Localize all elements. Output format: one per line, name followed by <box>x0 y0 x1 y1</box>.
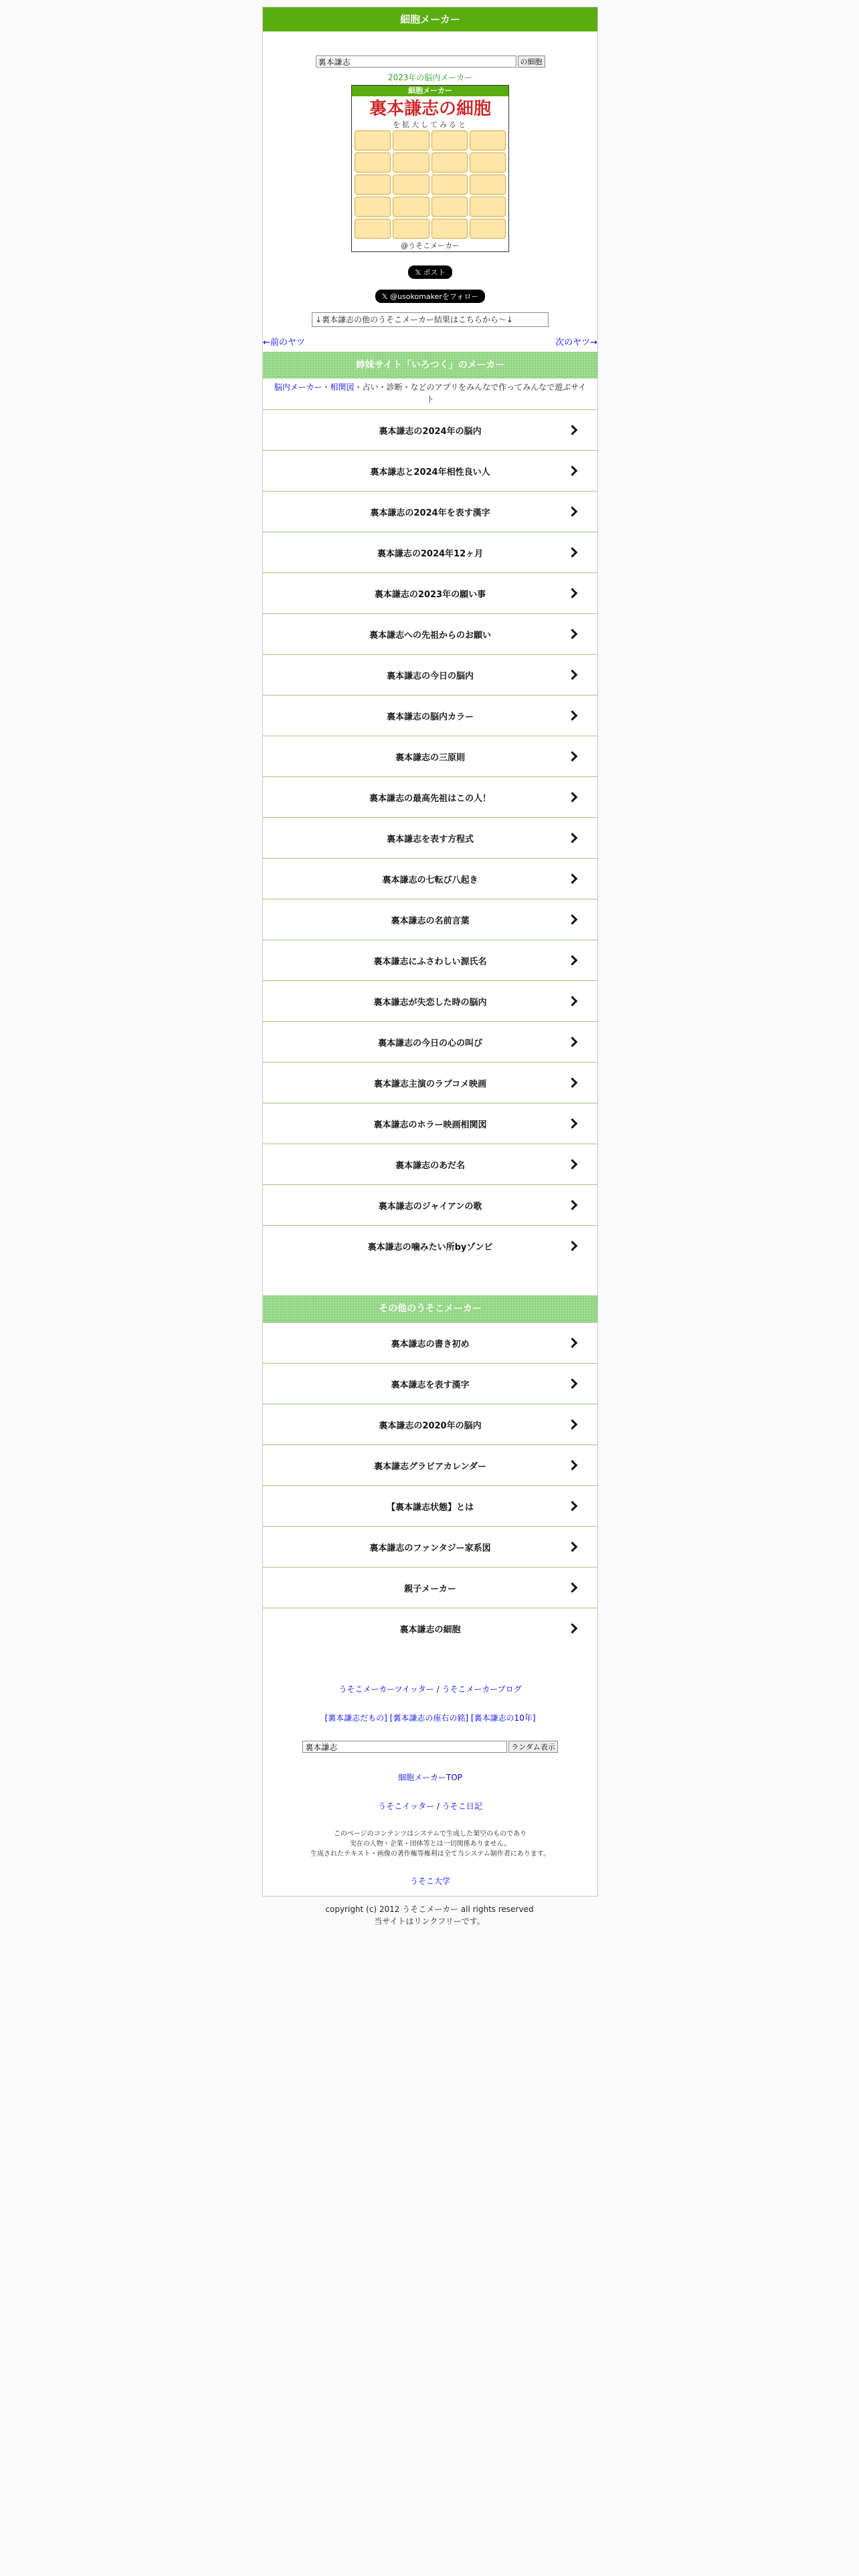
cell-tile <box>432 219 468 239</box>
disclaimer-line: 生成されたテキスト・画像の著作権等権利は全て当システム制作者にあります。 <box>310 1850 550 1858</box>
chevron-right-icon <box>567 1419 578 1430</box>
name-input[interactable] <box>316 56 516 68</box>
maker-list-item[interactable] <box>263 410 597 451</box>
maker-list-item[interactable] <box>263 1226 597 1266</box>
maker-list-item[interactable] <box>263 777 597 818</box>
chevron-right-icon <box>567 873 578 884</box>
maker-list-item[interactable] <box>263 981 597 1022</box>
chevron-right-icon <box>567 629 578 639</box>
chevron-right-icon <box>567 792 578 802</box>
maker-item-label: 裏本謙志の今日の心の叫び <box>377 1038 482 1049</box>
cell-tile <box>393 175 429 195</box>
chevron-right-icon <box>567 547 578 558</box>
usoko-diary-link[interactable]: うそこ日記 <box>442 1802 482 1811</box>
maker-item-label: 裏本謙志が失恋した時の脳内 <box>373 997 487 1008</box>
cell-tile <box>393 219 429 239</box>
chevron-right-icon <box>567 1118 578 1129</box>
maker-item-label: 裏本謙志を表す漢字 <box>391 1380 470 1390</box>
maker-item-label: 裏本謙志と2024年相性良い人 <box>370 467 490 477</box>
cell-result-card <box>351 85 509 252</box>
maker-list-item[interactable] <box>263 1103 597 1144</box>
cell-tile <box>432 152 468 173</box>
maker-list-item[interactable] <box>263 451 597 492</box>
maker-list-item[interactable] <box>263 1404 597 1445</box>
maker-item-label: 裏本謙志のジャイアンの歌 <box>378 1201 482 1212</box>
maker-list-item[interactable] <box>263 492 597 532</box>
related-link-motto[interactable]: [裏本謙志の座右の銘] <box>389 1713 469 1723</box>
others-section-title: その他のうそこメーカー <box>263 1295 597 1322</box>
maker-list-item[interactable] <box>263 532 597 573</box>
chevron-right-icon <box>567 588 578 599</box>
chevron-right-icon <box>567 1501 578 1511</box>
chevron-right-icon <box>567 1159 578 1170</box>
cell-tile <box>393 130 429 150</box>
related-link-10years[interactable]: [裏本謙志の10年] <box>470 1713 536 1723</box>
chevron-right-icon <box>567 1460 578 1471</box>
usoko-twitter-link[interactable]: うそこメーカーツイッター <box>339 1685 434 1694</box>
footer-name-input[interactable] <box>302 1741 507 1753</box>
usoko-itter-link[interactable]: うそこイッター <box>378 1802 435 1811</box>
disclaimer-line: このページのコンテンツはシステムで生成した架空のものであり <box>333 1830 527 1838</box>
chevron-right-icon <box>567 1541 578 1552</box>
chevron-right-icon <box>567 955 578 966</box>
maker-list-item[interactable] <box>263 1568 597 1608</box>
chevron-right-icon <box>567 833 578 843</box>
desc-text: ・占い・診断・などのアプリをみんなで作ってみんなで遊ぶサイト <box>354 383 587 404</box>
maker-list-item[interactable] <box>263 655 597 695</box>
footer <box>263 1648 597 1896</box>
maker-list-item[interactable] <box>263 1144 597 1185</box>
chevron-right-icon <box>567 1200 578 1210</box>
maker-item-label: 裏本謙志の名前言葉 <box>391 916 470 926</box>
chevron-right-icon <box>567 506 578 517</box>
maker-item-label: 裏本謙志の細胞 <box>399 1624 461 1635</box>
maker-item-label: 裏本謙志の2020年の脳内 <box>379 1420 482 1431</box>
maker-item-label: 裏本謙志の2024年を表す漢字 <box>370 508 490 518</box>
sister-section-title: 姉妹サイト「いろつく」のメーカー <box>263 352 597 379</box>
cell-submit-button[interactable]: の細胞 <box>518 56 545 68</box>
maker-item-label: 裏本謙志の2024年の脳内 <box>379 426 482 437</box>
maker-item-label: 裏本謙志の2024年12ヶ月 <box>377 548 484 559</box>
disclaimer <box>263 1829 597 1859</box>
maker-list-item[interactable] <box>263 1364 597 1404</box>
maker-item-label: 裏本謙志の書き初め <box>391 1339 470 1350</box>
related-link-damono[interactable]: [裏本謙志だもの] <box>324 1713 387 1723</box>
chevron-right-icon <box>567 465 578 476</box>
brain-maker-link[interactable]: 2023年の脳内メーカー <box>387 73 473 82</box>
maker-list-item[interactable] <box>263 940 597 981</box>
maker-list-item[interactable] <box>263 1445 597 1486</box>
maker-list-item[interactable] <box>263 1608 597 1648</box>
copyright-block <box>262 1903 597 1927</box>
chevron-right-icon <box>567 996 578 1006</box>
maker-list-item[interactable] <box>263 899 597 940</box>
card-title: 裏本謙志の細胞 <box>369 99 491 119</box>
x-follow-button[interactable]: 𝕏 @usokomakerをフォロー <box>375 290 486 303</box>
chevron-right-icon <box>567 1337 578 1348</box>
usoko-university-link[interactable]: うそこ大学 <box>409 1876 450 1886</box>
cell-tile <box>432 175 468 195</box>
prev-link[interactable]: ←前のヤツ <box>263 338 305 348</box>
maker-item-label: 裏本謙志にふさわしい源氏名 <box>373 956 487 967</box>
maker-item-label: 裏本謙志のファンタジー家系図 <box>369 1543 491 1553</box>
usoko-blog-link[interactable]: うそこメーカーブログ <box>442 1685 522 1694</box>
cell-tile <box>470 197 506 217</box>
maker-item-label: 裏本謙志の脳内カラー <box>386 712 474 722</box>
card-header: 細胞メーカー <box>352 86 508 96</box>
maker-list-item[interactable] <box>263 1063 597 1103</box>
desc-separator: ・ <box>322 383 330 392</box>
maker-list-item[interactable] <box>263 859 597 899</box>
maker-item-label: 裏本謙志主演のラブコメ映画 <box>373 1079 487 1089</box>
cell-tile <box>470 175 506 195</box>
footer-separator: / <box>434 1802 442 1811</box>
cell-tile <box>432 130 468 150</box>
sister-maker-list <box>263 409 597 1266</box>
footer-separator: / <box>434 1685 442 1694</box>
linkfree-text: 当サイトはリンクフリーです。 <box>374 1917 485 1926</box>
chevron-right-icon <box>567 1378 578 1389</box>
maker-item-label: 裏本謙志の三原則 <box>395 752 465 763</box>
cell-grid <box>352 128 508 241</box>
maker-list-item[interactable] <box>263 1185 597 1226</box>
maker-item-label: 裏本謙志のホラー映画相関図 <box>373 1119 487 1130</box>
chevron-right-icon <box>567 1623 578 1634</box>
cell-tile <box>355 130 391 150</box>
brain-maker-desc-link[interactable]: 脳内メーカー <box>274 383 322 392</box>
cell-tile <box>393 152 429 173</box>
card-subtitle: を拡大してみると <box>393 120 468 129</box>
cell-tile <box>432 197 468 217</box>
prev-next-nav <box>263 335 597 348</box>
cell-tile <box>470 152 506 173</box>
cell-tile <box>470 130 506 150</box>
copyright-text: copyright (c) 2012 うそこメーカー all rights reserved <box>325 1905 534 1914</box>
others-maker-list <box>263 1322 597 1648</box>
cell-tile <box>355 197 391 217</box>
chevron-right-icon <box>567 1582 578 1593</box>
maker-item-label: 裏本謙志を表す方程式 <box>386 834 474 845</box>
maker-list-item[interactable] <box>263 1323 597 1364</box>
maker-item-label: 裏本謙志グラビアカレンダー <box>373 1461 487 1472</box>
disclaimer-line: 実在の人物・企業・団体等とは一切関係ありません。 <box>349 1840 511 1848</box>
site-header: 細胞メーカー <box>263 7 597 31</box>
chevron-right-icon <box>567 425 578 435</box>
results-select[interactable]: ↓裏本謙志の他のうそこメーカー結果はこちらから〜↓ <box>312 312 549 327</box>
maker-list-item[interactable] <box>263 736 597 777</box>
maker-list-item[interactable] <box>263 573 597 614</box>
sister-description <box>263 379 597 409</box>
chevron-right-icon <box>567 1037 578 1047</box>
maker-item-label: 裏本謙志のあだ名 <box>395 1160 465 1171</box>
chevron-right-icon <box>567 1241 578 1251</box>
cell-maker-top-link[interactable]: 細胞メーカーTOP <box>398 1773 462 1782</box>
card-footer: @うそこメーカー <box>401 241 460 250</box>
maker-list-item[interactable] <box>263 695 597 736</box>
next-link[interactable]: 次のヤツ→ <box>555 338 597 348</box>
maker-item-label: 裏本謙志の最高先祖はこの人！ <box>369 793 491 804</box>
cell-tile <box>470 219 506 239</box>
relationship-map-link[interactable]: 相関図 <box>330 383 355 392</box>
x-post-button[interactable]: 𝕏 ポスト <box>408 265 452 279</box>
maker-item-label: 裏本謙志の七転び八起き <box>382 875 478 885</box>
maker-list-item[interactable] <box>263 1527 597 1568</box>
maker-list-item[interactable] <box>263 1022 597 1063</box>
chevron-right-icon <box>567 710 578 721</box>
maker-item-label: 裏本謙志への先祖からのお願い <box>369 630 491 641</box>
maker-item-label: 裏本謙志の2023年の願い事 <box>374 589 486 600</box>
chevron-right-icon <box>567 1077 578 1088</box>
chevron-right-icon <box>567 751 578 762</box>
maker-item-label: 【裏本謙志状態】とは <box>386 1502 474 1513</box>
maker-item-label: 裏本謙志の今日の脳内 <box>386 671 474 681</box>
maker-item-label: 裏本謙志の噛みたい所byゾンビ <box>367 1242 493 1253</box>
maker-list-item[interactable] <box>263 1486 597 1527</box>
chevron-right-icon <box>567 669 578 680</box>
maker-list-item[interactable] <box>263 818 597 859</box>
maker-item-label: 親子メーカー <box>404 1584 456 1594</box>
random-button[interactable]: ランダム表示 <box>508 1741 558 1753</box>
cell-tile <box>355 152 391 173</box>
chevron-right-icon <box>567 914 578 925</box>
cell-tile <box>393 197 429 217</box>
maker-list-item[interactable] <box>263 614 597 655</box>
cell-tile <box>355 219 391 239</box>
page-container <box>262 7 598 1897</box>
cell-tile <box>355 175 391 195</box>
